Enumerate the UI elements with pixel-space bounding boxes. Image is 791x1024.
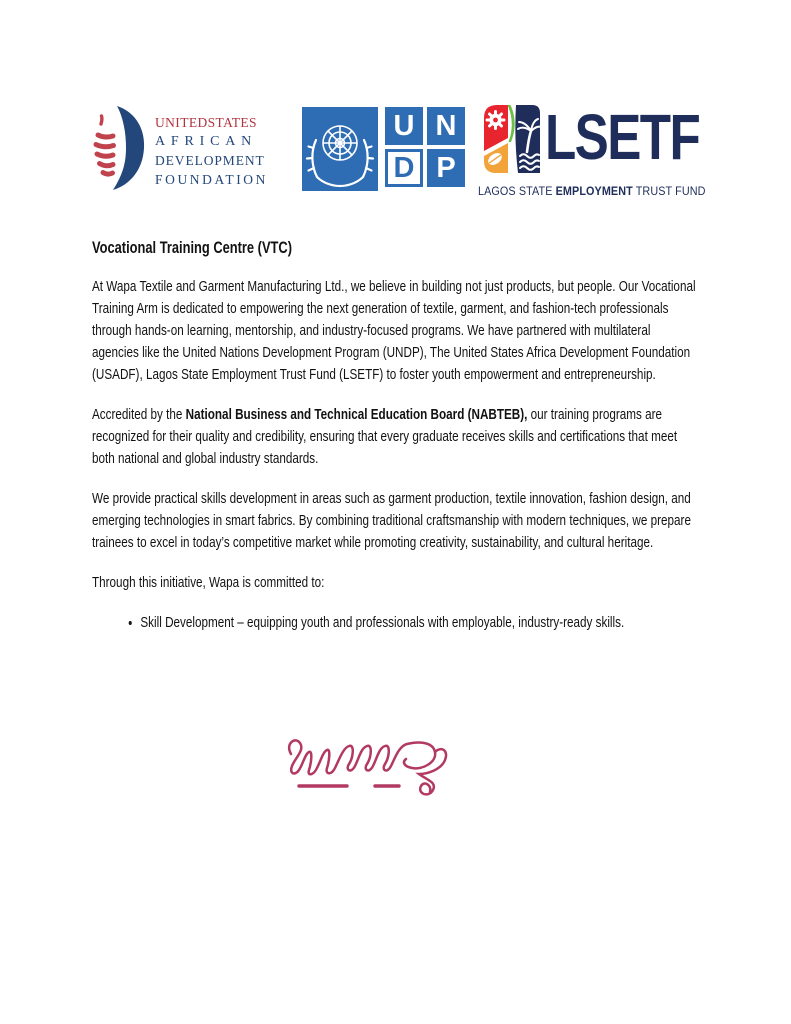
usadf-text-line2: AFRICAN [155, 133, 258, 149]
partner-logos-row [90, 100, 705, 200]
paragraph-accreditation-prefix: Accredited by the [92, 406, 186, 423]
nabteb-bold-text: National Business and Technical Education Board (NABTEB), [185, 406, 528, 423]
paragraph-accreditation-suffix: our training programs are recognized for their quality and credibility, ensuring that every graduate receives skills and certifications that meet both national and global industry standards. [92, 406, 678, 467]
usadf-text-line1: UNITEDSTATES [155, 114, 257, 130]
lsetf-logo-row [478, 100, 706, 183]
undp-letter-grid [385, 107, 465, 196]
usadf-logo [90, 104, 268, 197]
un-emblem-icon [302, 107, 378, 196]
lsetf-tagline-part1: LAGOS STATE [478, 186, 556, 198]
wapa-signature [281, 728, 471, 808]
undp-letter-d: D [385, 149, 423, 187]
undp-letter-n: N [427, 107, 465, 145]
undp-letter-u: U [385, 107, 423, 145]
usadf-text-line3: DEVELOPMENT [155, 152, 265, 168]
usadf-africa-icon [90, 104, 148, 197]
undp-letter-p: P [427, 149, 465, 187]
lsetf-tagline-part2: TRUST FUND [632, 186, 706, 198]
lsetf-emblem-icon [478, 100, 542, 183]
lsetf-logo [478, 100, 706, 198]
paragraph-intro: At Wapa Textile and Garment Manufacturing Ltd., we believe in building not just products, but people. Our Vocational Training Arm is dedicated to empowering the next generation of textile, garment, and fashion-tech professionals through hands-on learning, mentorship, and industry-focused programs. We have partnered with multilateral agencies like the United Nations Development Program (UNDP), The United States Africa Development Foundation (USADF), Lagos State Employment Trust Fund (LSETF) to foster youth empowerment and entrepreneurship. [92, 278, 696, 383]
commitment-list [92, 612, 700, 634]
lsetf-tagline-bold: EMPLOYMENT [555, 186, 633, 198]
undp-logo [302, 107, 465, 196]
section-heading: Vocational Training Centre (VTC) [92, 239, 292, 257]
paragraph-accreditation [92, 404, 700, 470]
lsetf-tagline [478, 186, 706, 198]
lsetf-acronym: LSETF [545, 101, 700, 173]
list-item-skill-development: • Skill Development – equipping youth and professionals with employable, industry-ready skills. [140, 612, 700, 634]
document-body [92, 238, 700, 634]
paragraph-skills: We provide practical skills development in areas such as garment production, textile innovation, fashion design, and emerging technologies in smart fabrics. By combining traditional craftsmanship with modern techniques, we prepare trainees to excel in today’s competitive market while promoting creativity, sustainability, and cultural heritage. [92, 490, 691, 551]
usadf-text-line4: FOUNDATION [155, 171, 268, 187]
usadf-logo-text [155, 113, 268, 189]
paragraph-initiative-lead: Through this initiative, Wapa is committed to: [92, 574, 325, 591]
